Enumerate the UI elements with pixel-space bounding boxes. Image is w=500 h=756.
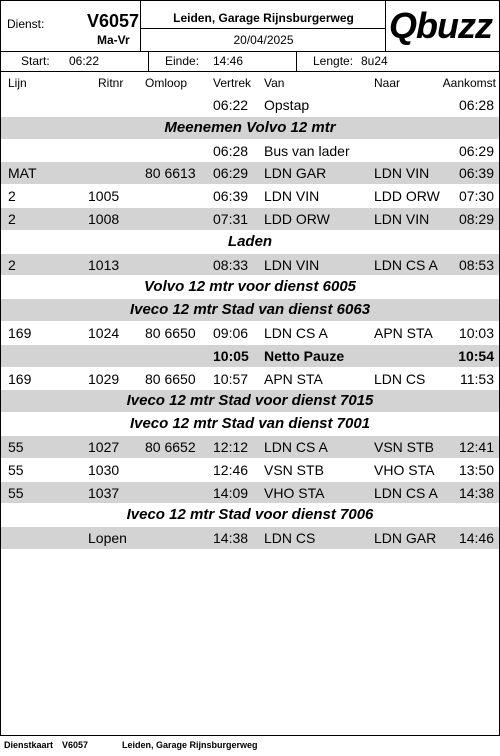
cell-vertrek: 12:46 [213,461,249,478]
cell-naar: LDN VIN [374,165,430,182]
section-title-row [1,299,499,322]
dienst-cell [1,1,141,51]
cell-lijn: 169 [8,370,32,387]
end-cell [149,52,297,71]
cell-aankomst: 11:53 [460,370,494,387]
pause-start: 10:05 [213,347,249,364]
start-cell [1,52,149,71]
cell-lijn: 2 [8,256,16,273]
cell-naar: LDD ORW [374,188,440,205]
cell-aankomst: 14:38 [458,484,494,501]
cell-vertrek: 08:33 [213,256,249,273]
cell-lijn: 169 [8,324,32,341]
section-title-row [1,504,499,527]
cell-aankomst: 08:53 [458,256,494,273]
cell-ritnr: 1013 [88,256,120,273]
cell-vertrek: 12:12 [213,438,249,455]
cell-vertrek: 06:39 [213,188,249,205]
end-label: Einde: [165,54,200,68]
cell-vertrek: 07:31 [213,210,249,227]
cell-van: Bus van lader [264,142,350,159]
cell-vertrek: 10:57 [213,370,249,387]
cell-aankomst: 06:28 [458,97,494,113]
cell-van: LDN CS A [264,438,328,455]
cell-van: APN STA [264,370,323,387]
cell-omloop: 80 6650 [145,324,196,341]
dienst-label: Dienst: [7,17,45,31]
section-title-row [1,276,499,299]
schedule-table [1,94,499,550]
dienst-number: V6057 [87,11,140,31]
col-naar: Naar [374,76,401,90]
trip-row [1,208,499,231]
trip-row [1,459,499,482]
cell-aankomst: 14:46 [458,530,494,547]
cell-ritnr: 1008 [88,210,120,227]
col-omloop: Omloop [145,76,188,90]
cell-omloop: 80 6613 [145,165,196,182]
cell-lijn: 55 [8,438,24,455]
section-title: Iveco 12 mtr Stad van dienst 7001 [129,415,371,433]
column-headers [1,73,499,93]
trip-row [1,322,499,345]
cell-van: VSN STB [264,461,324,478]
cell-vertrek: 06:22 [213,97,249,113]
trip-row [1,162,499,185]
section-title: Meenemen Volvo 12 mtr [164,118,336,136]
section-title: Laden [227,232,273,250]
cell-lijn: 55 [8,461,24,478]
col-van: Van [264,76,285,90]
cell-aankomst: 08:29 [458,210,494,227]
cell-vertrek: 06:29 [213,165,249,182]
cell-van: LDN VIN [264,188,320,205]
cell-lijn: 55 [8,484,24,501]
cell-aankomst: 06:29 [458,142,494,159]
section-title-row [1,390,499,413]
cell-van: LDN CS A [264,324,328,341]
cell-ritnr: 1005 [88,188,120,205]
cell-ritnr: 1024 [88,324,120,341]
section-title-row [1,413,499,436]
cell-van: VHO STA [264,484,325,501]
footer-dienst: V6057 [62,740,89,750]
footer-kaart: Dienstkaart [4,740,54,750]
section-title-row [1,117,499,140]
col-aankomst: Aankomst [442,76,496,90]
service-days: Ma-Vr [97,33,130,47]
garage-location: Leiden, Garage Rijnsburgerweg [141,11,386,29]
cell-vertrek: 09:06 [213,324,249,341]
section-title: Iveco 12 mtr Stad voor dienst 7006 [126,506,374,524]
section-title: Iveco 12 mtr Stad van dienst 6063 [129,301,371,319]
cell-aankomst: 10:03 [458,324,494,341]
cell-naar: LDN GAR [374,530,437,547]
section-title: Iveco 12 mtr Stad voor dienst 7015 [126,392,374,410]
cell-omloop: 80 6650 [145,370,196,387]
cell-ritnr: 1029 [88,370,120,387]
trip-row [1,94,499,117]
cell-aankomst: 12:41 [458,438,494,455]
start-time: 06:22 [69,54,100,68]
length-label: Lengte: [313,54,354,68]
cell-lijn: 2 [8,188,16,205]
trip-row [1,436,499,459]
section-title-row [1,231,499,254]
trip-row [1,527,499,550]
cell-vertrek: 14:09 [213,484,249,501]
cell-lijn: 2 [8,210,16,227]
cell-van: LDN VIN [264,256,320,273]
cell-omloop: 80 6652 [145,438,196,455]
cell-naar: APN STA [374,324,433,341]
trip-row [1,185,499,208]
footer-location: Leiden, Garage Rijnsburgerweg [122,740,258,750]
cell-naar: LDN CS [374,370,426,387]
cell-vertrek: 06:28 [213,142,249,159]
cell-lijn: MAT [8,165,37,182]
cell-ritnr: Lopen [88,530,127,547]
cell-aankomst: 13:50 [458,461,494,478]
pause-label: Netto Pauze [264,347,345,364]
cell-van: LDN CS [264,530,316,547]
length-cell [297,52,499,71]
location-cell [141,1,386,51]
cell-naar: LDN CS A [374,484,438,501]
cell-naar: VHO STA [374,461,435,478]
end-time: 14:46 [213,54,244,68]
cell-vertrek: 14:38 [213,530,249,547]
header [1,1,499,52]
cell-naar: LDN CS A [374,256,438,273]
cell-naar: VSN STB [374,438,434,455]
duty-date: 20/04/2025 [233,33,294,47]
start-label: Start: [21,54,50,68]
col-ritnr: Ritnr [98,76,124,90]
col-lijn: Lijn [8,76,27,90]
trip-row [1,368,499,391]
cell-van: Opstap [264,97,310,113]
qbuzz-logo: Qbuzz [389,5,492,46]
trip-row [1,254,499,277]
section-title: Volvo 12 mtr voor dienst 6005 [143,278,357,296]
duty-length: 8u24 [361,54,388,68]
cell-ritnr: 1037 [88,484,120,501]
cell-naar: LDN VIN [374,210,430,227]
pause-end: 10:54 [458,347,494,364]
pause-row [1,345,499,368]
cell-ritnr: 1030 [88,461,120,478]
cell-ritnr: 1027 [88,438,120,455]
cell-van: LDN GAR [264,165,327,182]
trip-row [1,482,499,505]
cell-van: LDD ORW [264,210,330,227]
cell-aankomst: 07:30 [458,188,494,205]
time-summary [1,52,499,72]
col-vertrek: Vertrek [213,76,252,90]
cell-aankomst: 06:39 [458,165,494,182]
trip-row [1,140,499,163]
